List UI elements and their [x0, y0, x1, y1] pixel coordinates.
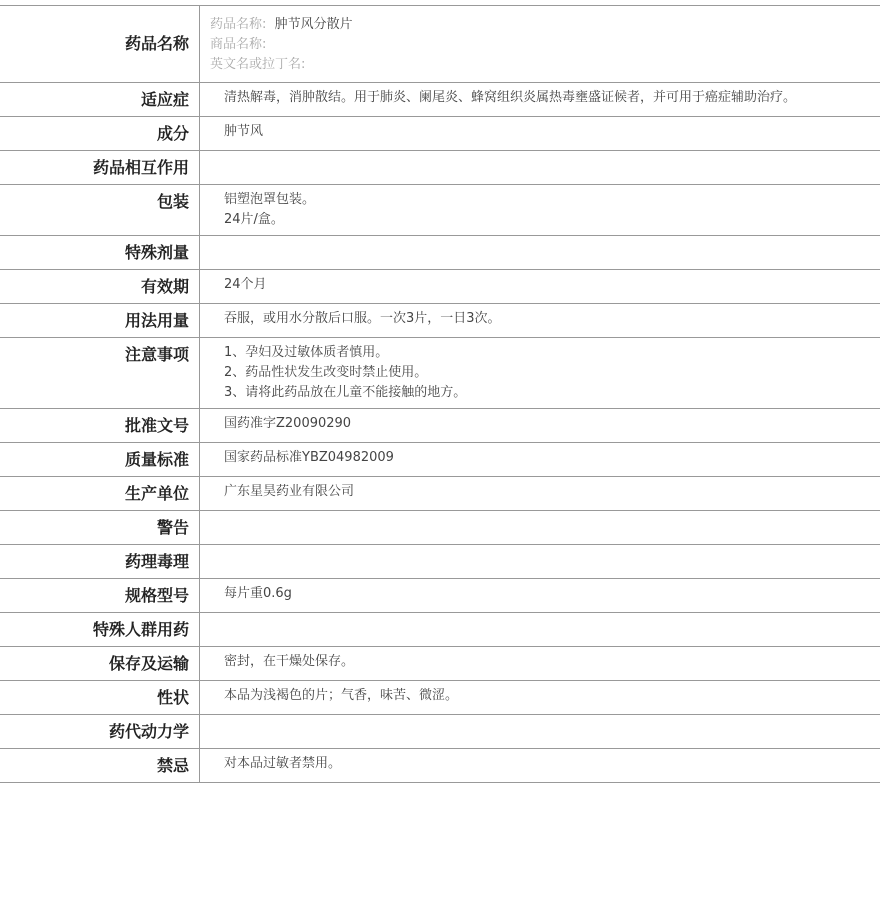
row-packaging [0, 185, 880, 236]
trade-name-line [210, 35, 856, 55]
row-manufacturer [0, 477, 880, 511]
generic-name-key: 药品名称: [210, 17, 267, 32]
row-dosage [0, 304, 880, 338]
row-label: 特殊剂量 [0, 236, 200, 269]
packaging-line: 24片/盒。 [224, 212, 284, 227]
trade-name-key: 商品名称: [210, 37, 267, 52]
row-special-populations [0, 613, 880, 647]
row-ingredients [0, 117, 880, 151]
row-label: 性状 [0, 681, 200, 714]
row-pharmacokinetics [0, 715, 880, 749]
row-label: 禁忌 [0, 749, 200, 782]
row-label: 包装 [0, 185, 200, 235]
row-value [200, 338, 880, 408]
row-precautions [0, 338, 880, 409]
precaution-line: 2、药品性状发生改变时禁止使用。 [224, 365, 428, 380]
row-warning [0, 511, 880, 545]
row-label: 生产单位 [0, 477, 200, 510]
row-value: 国药准字Z20090290 [224, 416, 352, 431]
row-label: 药品名称 [0, 6, 200, 82]
row-drug-name [0, 6, 880, 83]
packaging-line: 铝塑泡罩包装。 [224, 192, 316, 207]
row-storage [0, 647, 880, 681]
row-label: 警告 [0, 511, 200, 544]
row-value: 广东星昊药业有限公司 [224, 484, 355, 499]
drug-info-table [0, 5, 880, 783]
row-label: 批准文号 [0, 409, 200, 442]
row-special-dosage [0, 236, 880, 270]
row-label: 药理毒理 [0, 545, 200, 578]
row-value: 肿节风 [224, 124, 264, 139]
row-value: 国家药品标准YBZ04982009 [224, 450, 394, 465]
row-indication [0, 83, 880, 117]
row-label: 保存及运输 [0, 647, 200, 680]
row-value [200, 545, 880, 578]
precaution-line: 1、孕妇及过敏体质者慎用。 [224, 345, 389, 360]
row-specification [0, 579, 880, 613]
row-value: 24个月 [224, 277, 267, 292]
row-approval-number [0, 409, 880, 443]
row-label: 用法用量 [0, 304, 200, 337]
row-value [200, 151, 880, 184]
drug-name-value [200, 6, 880, 82]
row-label: 注意事项 [0, 338, 200, 408]
row-value [200, 236, 880, 269]
row-quality-standard [0, 443, 880, 477]
row-value [200, 613, 880, 646]
precaution-line: 3、请将此药品放在儿童不能接触的地方。 [224, 385, 467, 400]
row-label: 药品相互作用 [0, 151, 200, 184]
row-label: 成分 [0, 117, 200, 150]
indication-text: 清热解毒，消肿散结。用于肺炎、阑尾炎、蜂窝组织炎属热毒壅盛证候者，并可用于癌症辅助治疗。 [224, 90, 797, 105]
row-value: 吞服，或用水分散后口服。一次3片，一日3次。 [224, 311, 501, 326]
row-label: 质量标准 [0, 443, 200, 476]
row-value: 本品为浅褐色的片；气香，味苦、微涩。 [224, 688, 459, 703]
row-label: 特殊人群用药 [0, 613, 200, 646]
row-label: 适应症 [0, 83, 200, 116]
row-shelf-life [0, 270, 880, 304]
english-name-line [210, 55, 856, 75]
row-label: 规格型号 [0, 579, 200, 612]
row-label: 有效期 [0, 270, 200, 303]
row-description [0, 681, 880, 715]
row-value [200, 185, 880, 235]
generic-name-value: 肿节风分散片 [274, 17, 353, 32]
row-interactions [0, 151, 880, 185]
row-pharmacology [0, 545, 880, 579]
generic-name-line [210, 15, 856, 35]
row-label: 药代动力学 [0, 715, 200, 748]
row-value [200, 83, 880, 116]
row-value: 每片重0.6g [224, 586, 292, 601]
english-name-key: 英文名或拉丁名: [210, 57, 306, 72]
row-value: 对本品过敏者禁用。 [224, 756, 342, 771]
row-value [200, 715, 880, 748]
row-value: 密封，在干燥处保存。 [224, 654, 355, 669]
row-contraindications [0, 749, 880, 783]
row-value [200, 511, 880, 544]
